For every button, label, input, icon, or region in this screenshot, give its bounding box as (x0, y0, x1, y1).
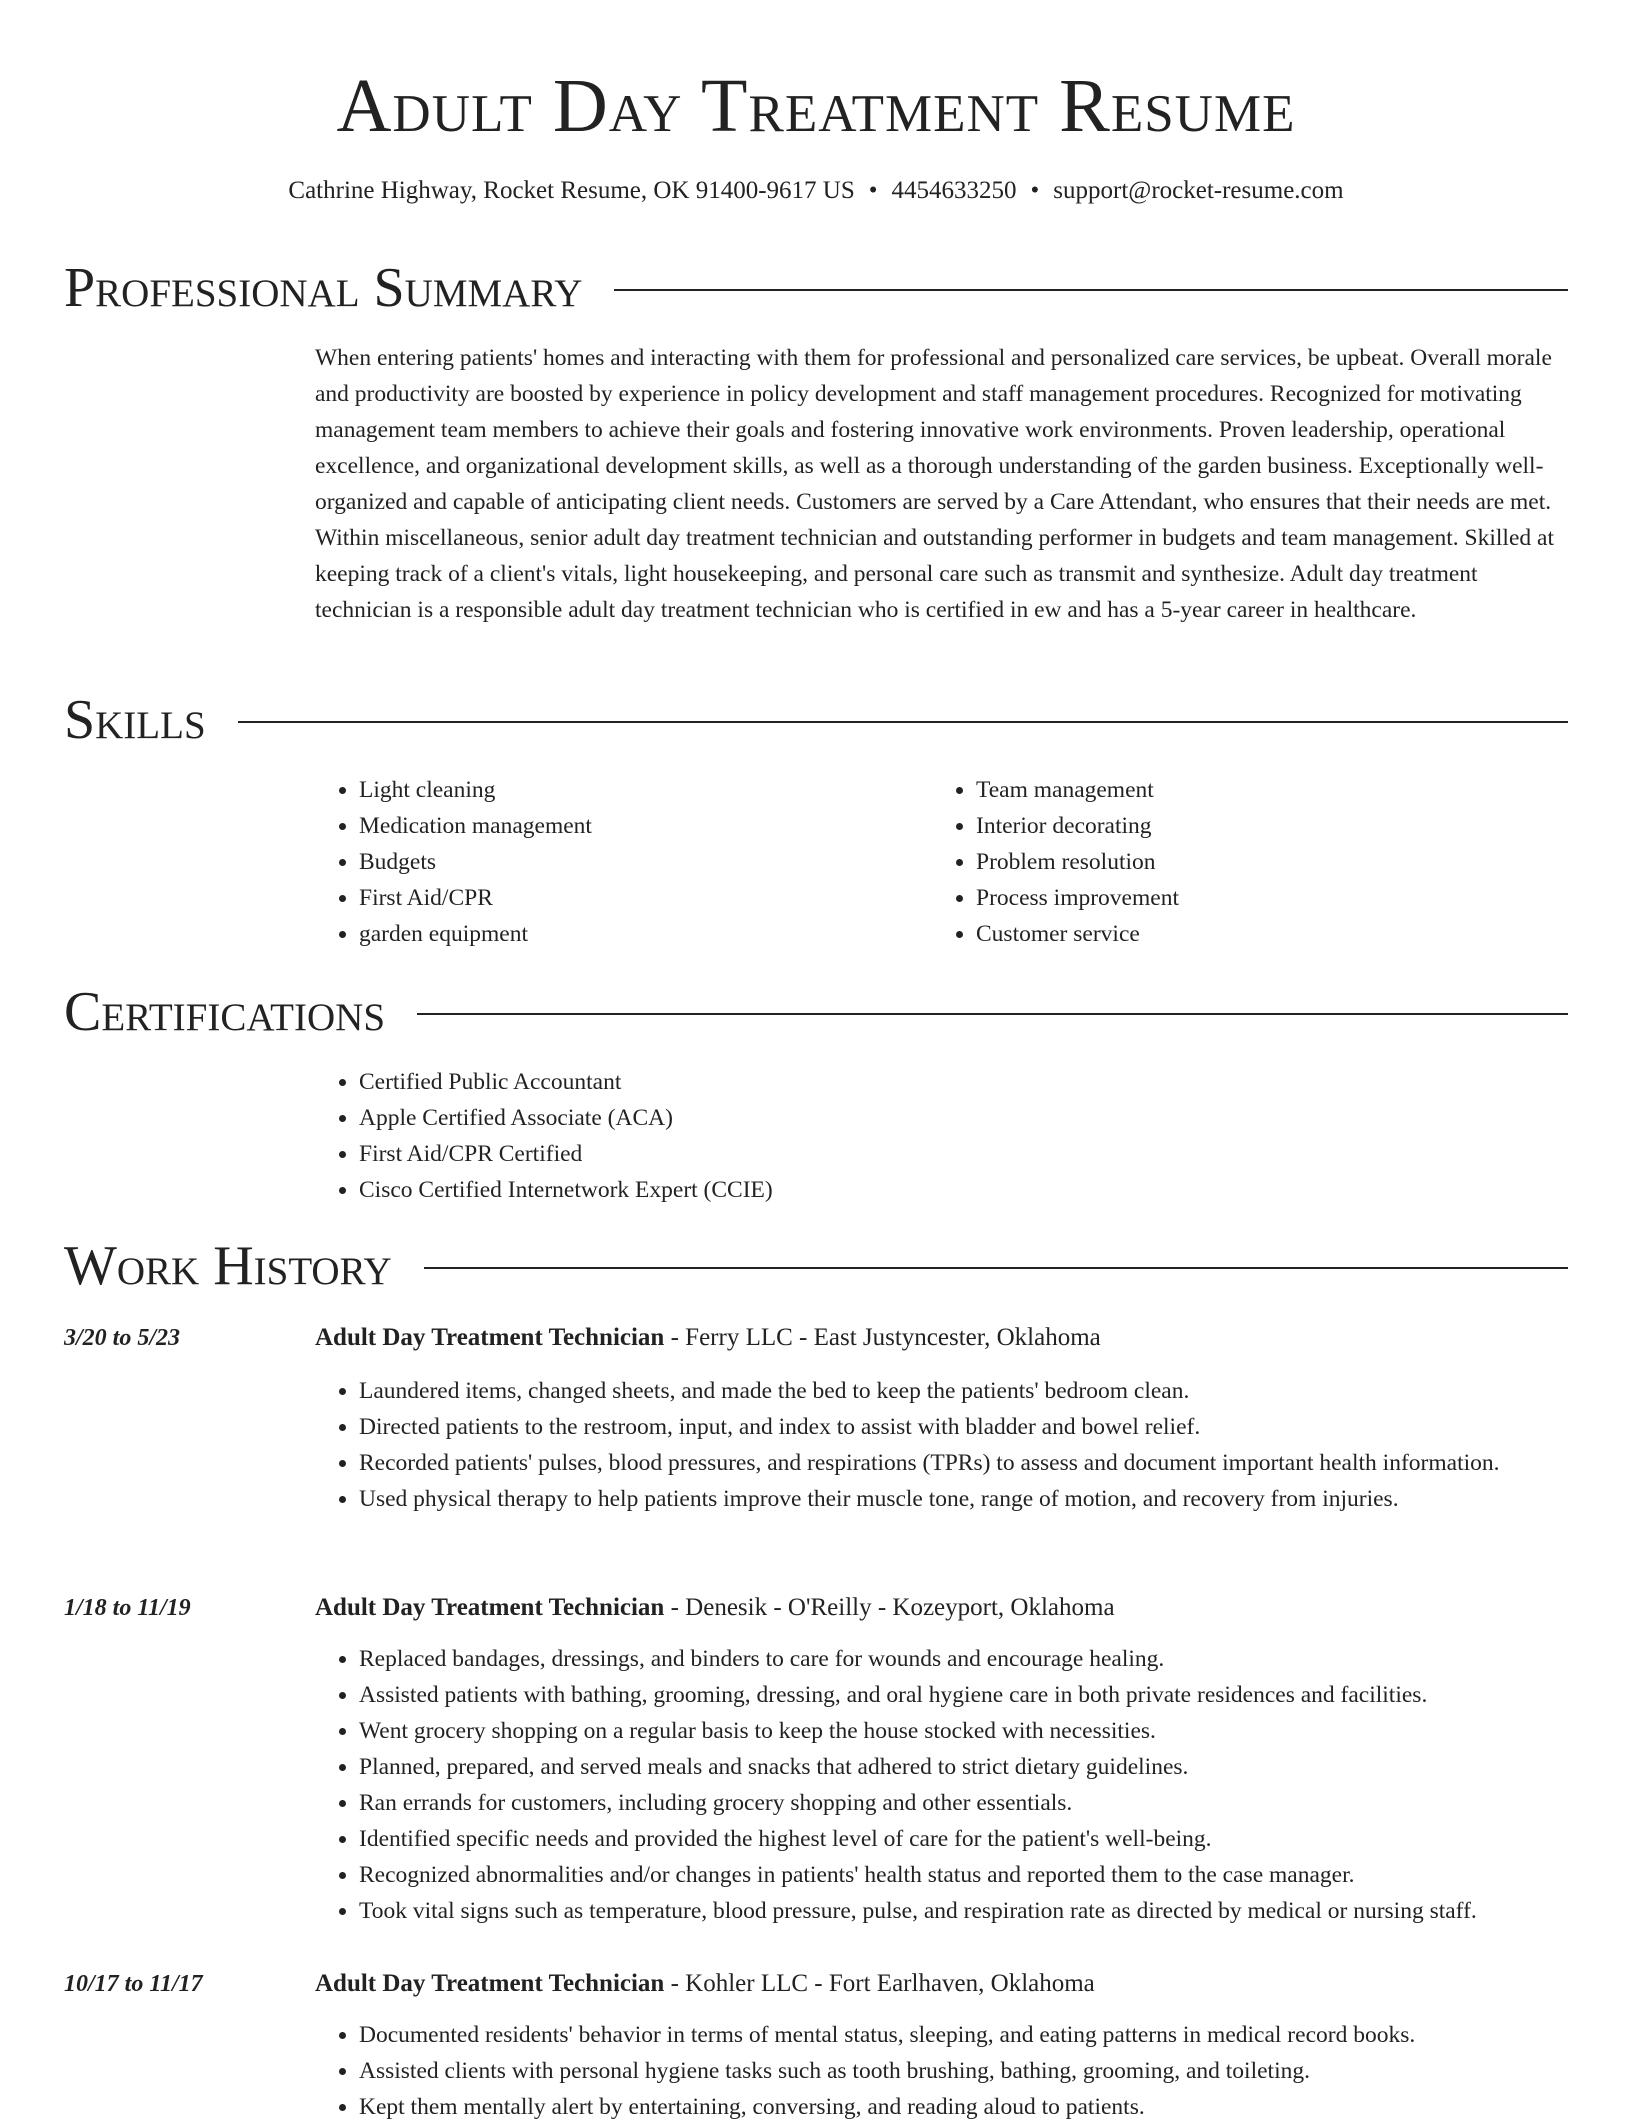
certifications-list (315, 1064, 1568, 1208)
job-bullets (315, 1641, 1568, 1929)
skills-column-left (315, 772, 915, 952)
job-details: - Denesik - O'Reilly - Kozeyport, Oklahoma (664, 1594, 1115, 1621)
job-bullet: • Identified specific needs and provided the highest level of care for the patient's well-being. (359, 1821, 1568, 1857)
job-title: Adult Day Treatment Technician (315, 1970, 665, 1997)
contact-phone: 4454633250 (891, 177, 1017, 204)
job-bullet: • Directed patients to the restroom, input, and index to assist with bladder and bowel relief. (359, 1409, 1568, 1445)
skills-section-header (64, 688, 1568, 752)
job-bullet: • Took vital signs such as temperature, blood pressure, pulse, and respiration rate as directed by medical or nursing staff. (359, 1893, 1568, 1929)
certifications-block (315, 1064, 1568, 1208)
skills-column-right (932, 772, 1532, 952)
contact-line (0, 174, 1632, 208)
job-heading (315, 1320, 1568, 1356)
job-dates: 1/18 to 11/19 (64, 1595, 191, 1621)
job-heading (315, 1590, 1568, 1626)
summary-heading: Professional Summary (64, 257, 583, 319)
skill-item: • Problem resolution (976, 844, 1532, 880)
job-bullet: • Recorded patients' pulses, blood pressures, and respirations (TPRs) to assess and document important health information. (359, 1445, 1568, 1481)
skills-divider (238, 721, 1568, 723)
job-bullet: • Laundered items, changed sheets, and made the bed to keep the patients' bedroom clean. (359, 1373, 1568, 1409)
job-dates: 3/20 to 5/23 (64, 1325, 181, 1351)
contact-separator: • (1030, 177, 1040, 204)
certifications-section-header (64, 980, 1568, 1044)
job-title: Adult Day Treatment Technician (315, 1324, 665, 1351)
skills-list-right (932, 772, 1532, 952)
certification-item: • First Aid/CPR Certified (359, 1136, 1568, 1172)
job-bullet: • Recognized abnormalities and/or changes in patients' health status and reported them to the case manager. (359, 1857, 1568, 1893)
skill-item: • Interior decorating (976, 808, 1532, 844)
job-bullet: • Went grocery shopping on a regular basis to keep the house stocked with necessities. (359, 1713, 1568, 1749)
job-bullet: • Documented residents' behavior in terms of mental status, sleeping, and eating patterns in medical record books. (359, 2017, 1568, 2053)
contact-separator: • (868, 177, 878, 204)
skill-item: • Customer service (976, 916, 1532, 952)
job-bullet-list (315, 1373, 1568, 1517)
job-title: Adult Day Treatment Technician (315, 1594, 665, 1621)
job-bullet: • Assisted patients with bathing, grooming, dressing, and oral hygiene care in both private residences and facilities. (359, 1677, 1568, 1713)
job-details: - Kohler LLC - Fort Earlhaven, Oklahoma (664, 1970, 1095, 1997)
skill-item: • garden equipment (359, 916, 915, 952)
skills-list-left (315, 772, 915, 952)
certifications-divider (417, 1013, 1568, 1015)
job-bullet: • Kept them mentally alert by entertaining, conversing, and reading aloud to patients. (359, 2089, 1568, 2125)
job-bullet: • Replaced bandages, dressings, and binders to care for wounds and encourage healing. (359, 1641, 1568, 1677)
contact-address: Cathrine Highway, Rocket Resume, OK 91400-9617 US (288, 177, 855, 204)
work-divider (424, 1267, 1568, 1269)
job-bullets (315, 2017, 1568, 2125)
skill-item: • Light cleaning (359, 772, 915, 808)
job-bullet: • Planned, prepared, and served meals and snacks that adhered to strict dietary guidelines. (359, 1749, 1568, 1785)
job-details: - Ferry LLC - East Justyncester, Oklahoma (664, 1324, 1101, 1351)
certifications-heading: Certifications (64, 981, 386, 1043)
certification-item: • Apple Certified Associate (ACA) (359, 1100, 1568, 1136)
skill-item: • Process improvement (976, 880, 1532, 916)
resume-title: Adult Day Treatment Resume (336, 64, 1296, 148)
certification-item: • Cisco Certified Internetwork Expert (CCIE) (359, 1172, 1568, 1208)
job-dates: 10/17 to 11/17 (64, 1971, 203, 1997)
skill-item: • Budgets (359, 844, 915, 880)
job-bullet: • Used physical therapy to help patients improve their muscle tone, range of motion, and recovery from injuries. (359, 1481, 1568, 1517)
skill-item: • Team management (976, 772, 1532, 808)
summary-section-header (64, 256, 1568, 320)
skill-item: • First Aid/CPR (359, 880, 915, 916)
work-heading: Work History (64, 1235, 392, 1297)
summary-divider (614, 289, 1568, 291)
summary-text: When entering patients' homes and interacting with them for professional and personalized care services, be upbeat. Overall morale and productivity are boosted by experience in policy development and staff management procedures. Recognized for motivating management team members to achieve their goals and fostering innovative work environments. Proven leadership, operational excellence, and organizational development skills, as well as a thorough understanding of the garden business. Exceptionally well-organized and capable of anticipating client needs. Customers are served by a Care Attendant, who ensures that their needs are met. Within miscellaneous, senior adult day treatment technician and outstanding performer in budgets and team management. Skilled at keeping track of a client's vitals, light housekeeping, and personal care such as transmit and synthesize. Adult day treatment technician is a responsible adult day treatment technician who is certified in ew and has a 5-year career in healthcare. (315, 345, 1554, 623)
job-bullets (315, 1373, 1568, 1517)
job-bullet-list (315, 1641, 1568, 1929)
skills-heading: Skills (64, 689, 206, 751)
job-bullet-list (315, 2017, 1568, 2125)
skill-item: • Medication management (359, 808, 915, 844)
certification-item: • Certified Public Accountant (359, 1064, 1568, 1100)
work-section-header (64, 1234, 1568, 1298)
contact-email: support@rocket-resume.com (1053, 177, 1344, 204)
job-heading (315, 1966, 1568, 2002)
job-bullet: • Ran errands for customers, including grocery shopping and other essentials. (359, 1785, 1568, 1821)
job-bullet: • Assisted clients with personal hygiene tasks such as tooth brushing, bathing, grooming, and toileting. (359, 2053, 1568, 2089)
